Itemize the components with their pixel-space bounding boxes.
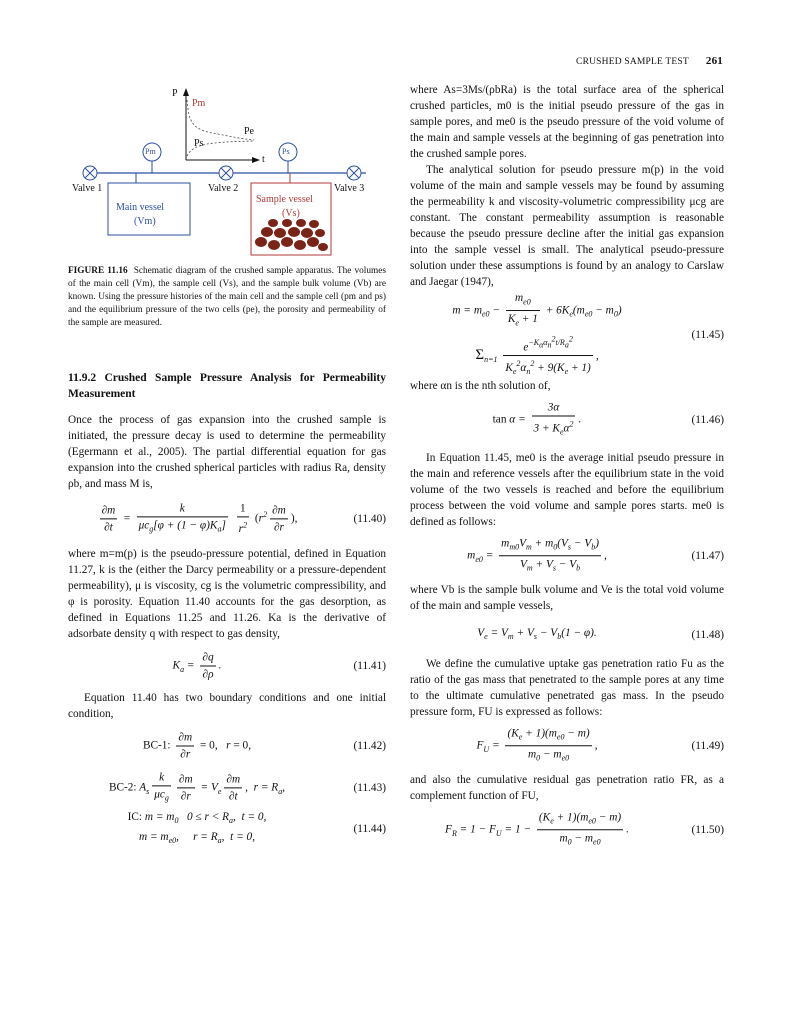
t-axis-label: t	[262, 154, 265, 165]
equation-11-45: $m = m_{e0}$ − $\frac{m_{e0}}{K_e + 1}$ + $6K_e(m_{e0} - m_0)$ $\Sigma_{n=1}$ $\frac{e^{-K_\alpha\alpha_n^2t/R_a^2}}{K_e^2\alpha_n^2 + 9(K_e + 1)}$ , (11.45)	[452, 292, 724, 376]
valve-3-label: Valve 3	[334, 183, 365, 194]
valve-2-symbol	[219, 166, 233, 180]
equation-11-46: tan α = $\frac{3\alpha}{3 + K_e\alpha^2}$ . (11.46)	[492, 401, 724, 437]
sample-vessel-label: Sample vessel	[256, 194, 313, 205]
figure-caption	[68, 265, 386, 330]
left-column	[68, 82, 386, 852]
equation-11-49: $F_U$ = $\frac{(K_e + 1)(m_{e0} - m)}{m_0 - m_{e0}}$ , (11.49)	[476, 727, 724, 763]
eq-number-11-45: (11.45)	[691, 329, 724, 341]
equation-11-47: $m_{e0}$ = $\frac{m_{m0}V_m + m_0(V_s - V_b)}{V_m + V_s - V_b}$ , (11.47)	[467, 537, 724, 573]
valve-1-label: Valve 1	[72, 183, 103, 194]
eq-number-11-50: (11.50)	[691, 824, 724, 836]
right-paragraph-7: and also the cumulative residual gas penetration ratio FR, as a complement function of FU,	[410, 774, 724, 802]
equation-11-41: $K_a$ = $\frac{\partial q}{\partial\rho}$ . (11.41)	[172, 651, 386, 681]
pm-curve-label: Pm	[192, 98, 206, 109]
right-paragraph-4: In Equation 11.45, me0 is the average initial pseudo pressure in the main and reference vessels after the equilibrium state in the void volume of the two vessels is reached and before the equilibrium process between the void volume and sample pores starts. me0 is defined as follows:	[410, 452, 724, 528]
apparatus-diagram	[68, 82, 386, 257]
figure-11-16	[68, 82, 386, 257]
valve-1-symbol	[83, 166, 97, 180]
equation-11-50: $F_R = 1 - F_U = 1$ − $\frac{(K_e + 1)(m_{e0} - m)}{m_0 - m_{e0}}$ . (11.50)	[445, 811, 724, 847]
eq-number-11-41: (11.41)	[353, 660, 386, 672]
eq-number-11-44: (11.44)	[353, 823, 386, 835]
main-vessel-label: Main vessel	[116, 202, 165, 213]
valve-3-symbol	[347, 166, 361, 180]
eq-number-11-40: (11.40)	[353, 513, 386, 525]
caption-label: FIGURE 11.16	[68, 266, 128, 276]
right-paragraph-1: where As=3Ms/(ρbRa) is the total surface area of the spherical crushed particles, m0 is the initial pseudo pressure of the gas in sample pores, and me0 is the pseudo pressure of the void volume of the main and sample vessels at the beginning of gas penetration into the crushed sample pores.	[410, 84, 724, 160]
sample-vessel-volume: (Vs)	[282, 208, 300, 219]
running-title: CRUSHED SAMPLE TEST	[576, 57, 689, 67]
eq-number-11-43: (11.43)	[353, 782, 386, 794]
p-axis-arrow	[183, 88, 189, 96]
equation-11-40: $\frac{\partial m}{\partial t}$ = $\frac{k}{\mu c_g[\varphi + (1 - \varphi)K_a]}$ $\frac{1}{r^2}$ ($r^2$ $\frac{\partial m}{\partial r}$ ), (11.40)	[101, 502, 386, 536]
equation-11-42: BC-1: $\frac{\partial m}{\partial r}$ = 0, r = 0, (11.42)	[142, 731, 386, 761]
right-column	[410, 82, 724, 856]
eq-number-11-49: (11.49)	[691, 740, 724, 752]
pm-gauge-label: Pm	[145, 147, 156, 156]
t-axis-arrow	[252, 157, 260, 163]
eq-number-11-42: (11.42)	[353, 740, 386, 752]
main-vessel-volume: (Vm)	[134, 216, 156, 227]
pe-curve-label: Pe	[244, 126, 254, 137]
p-axis-label: P	[172, 88, 178, 99]
eq-number-11-48: (11.48)	[691, 629, 724, 641]
ps-gauge-label: Ps	[282, 147, 290, 156]
equation-11-43: BC-2: $A_s$ $\frac{k}{\mu c_g}$ $\frac{\partial m}{\partial r}$ = $V_e$ $\frac{\partial m}{\partial t}$ , $r = R_a$, (11.43)	[108, 771, 386, 803]
section-paragraph-3: Equation 11.40 has two boundary conditions and one initial condition,	[68, 692, 386, 720]
right-paragraph-2: The analytical solution for pseudo pressure m(p) in the void volume of the main and sample vessels may be found by assuming the permeability k and viscosity-volumetric compressibility μcg are constant. The constant permeability assumption is reasonable because the pseudo pressure decline after the initial gas expansion into the sample vessel is small. The analytical pseudo-pressure solution under these assumptions is found by an analogy to Carslaw and Jaegar (1947),	[410, 164, 724, 288]
page-number: 261	[705, 55, 723, 67]
caption-text: Schematic diagram of the crushed sample apparatus. The volumes of the main cell (Vm), the sample cell (Vs), and the sample bulk volume (Vb) are known. Using the pressure histories of the main cell and the sample cell (pm and ps) and the equilibrium pressure of the two cells (pe), the porosity and permeability of the sample are measured.	[68, 266, 387, 328]
eq-number-11-46: (11.46)	[691, 414, 724, 426]
running-header	[576, 55, 723, 67]
section-paragraph-2: where m=m(p) is the pseudo-pressure potential, defined in Equation 11.27, k is the (either the Darcy permeability or a pressure-dependent permeability), μ is viscosity, cg is the volumetric compressibility, and φ is porosity. Equation 11.40 accounts for the gas desorption, as defined in Equations 11.25 and 11.26. Ka is the derivative of adsorbate density q with respect to gas density,	[68, 548, 386, 640]
section-heading: 11.9.2 Crushed Sample Pressure Analysis for Permeability Measurement	[68, 372, 386, 400]
ps-curve-label: Ps	[194, 138, 204, 149]
equation-11-44: IC: $m = m_0$ $0 \le r < R_a$, t = 0, $m = m_{e0}$, $r = R_a$, t = 0, (11.44)	[127, 810, 386, 846]
right-paragraph-6: We define the cumulative uptake gas penetration ratio Fu as the ratio of the gas mass that penetrated to the sample pores at any time to the ultimate cumulative penetrated gas mass. In the pseudo pressure form, FU is expressed as follows:	[410, 658, 724, 718]
valve-2-label: Valve 2	[208, 183, 239, 194]
section-paragraph-1: Once the process of gas expansion into the crushed sample is initiated, the pressure decay is used to determine the permeability (Egermann et al., 2005). The partial differential equation for gas expansion into the crushed spherical particles with radius Ra, density ρb, and mass M is,	[68, 414, 386, 490]
eq-number-11-47: (11.47)	[691, 550, 724, 562]
right-paragraph-5: where Vb is the sample bulk volume and Ve is the total void volume of the main and sample vessels,	[410, 584, 724, 612]
equation-11-48: $V_e = V_m + V_s - V_b(1 - \varphi)$. (11.48)	[477, 626, 724, 642]
right-paragraph-3: where αn is the nth solution of,	[410, 380, 551, 392]
